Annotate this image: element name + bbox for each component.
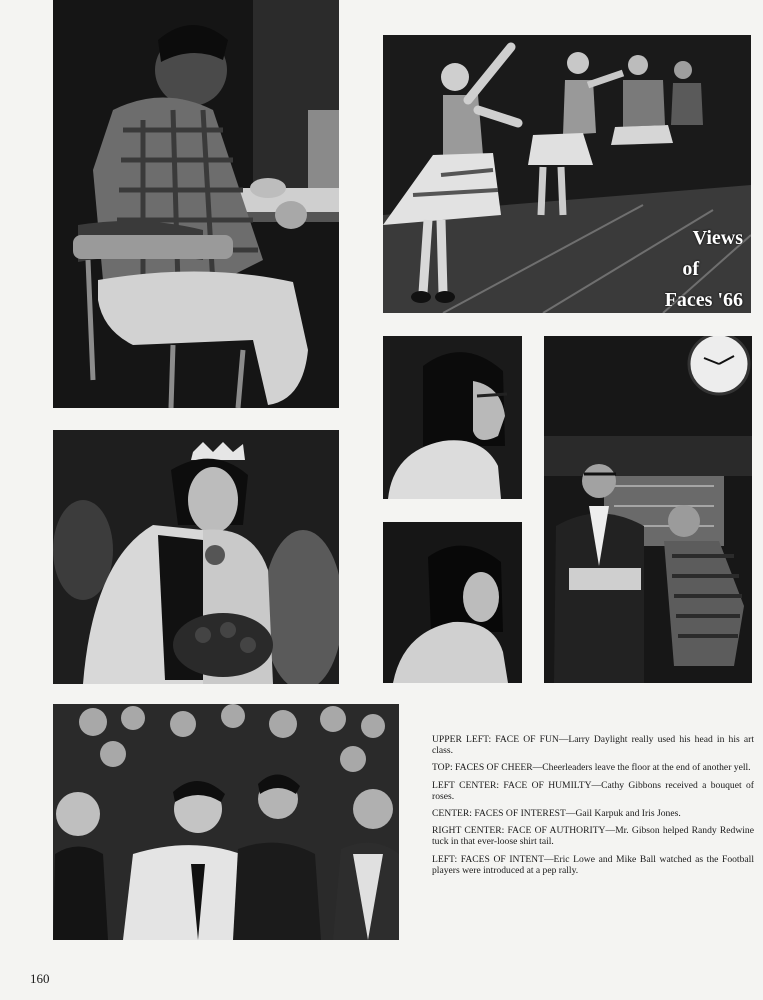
wall-clock [689, 336, 749, 394]
pep-rally-crowd-image [53, 704, 399, 940]
title-line-1: Views [692, 227, 743, 249]
crowned-girl-with-roses-image [53, 430, 339, 684]
caption-block [432, 734, 754, 882]
roses [173, 613, 273, 677]
top-photo [383, 35, 751, 313]
title-line-3: Faces '66 [664, 289, 743, 311]
girl-with-glasses-image [383, 336, 522, 499]
student-at-desk-image [53, 0, 339, 408]
center-top-photo [383, 336, 522, 499]
right-center-photo [544, 336, 752, 683]
caption-right-center: RIGHT CENTER: FACE OF AUTHORITY—Mr. Gibson helped Randy Redwine tuck in that ever-loose shirt tail. [432, 825, 754, 848]
page-number: 160 [30, 971, 50, 986]
title-line-2: of [682, 258, 699, 280]
caption-upper-left: UPPER LEFT: FACE OF FUN—Larry Daylight really used his head in his art class. [432, 734, 754, 757]
left-center-photo [53, 430, 339, 684]
bottom-left-photo [53, 704, 399, 940]
caption-left: LEFT: FACES OF INTENT—Eric Lowe and Mike Ball watched as the Football players were introduced at a pep rally. [432, 853, 754, 876]
caption-left-center: LEFT CENTER: FACE OF HUMILTY—Cathy Gibbons received a bouquet of roses. [432, 779, 754, 802]
caption-center: CENTER: FACES OF INTEREST—Gail Karpuk and Iris Jones. [432, 808, 681, 820]
caption-top: TOP: FACES OF CHEER—Cheerleaders leave the floor at the end of another yell. [432, 762, 751, 774]
center-bottom-photo [383, 522, 522, 683]
teacher-and-student-image [544, 336, 752, 683]
girl-in-crowd-image [383, 522, 522, 683]
upper-left-photo [53, 0, 339, 408]
views-of-faces-title [665, 223, 743, 313]
